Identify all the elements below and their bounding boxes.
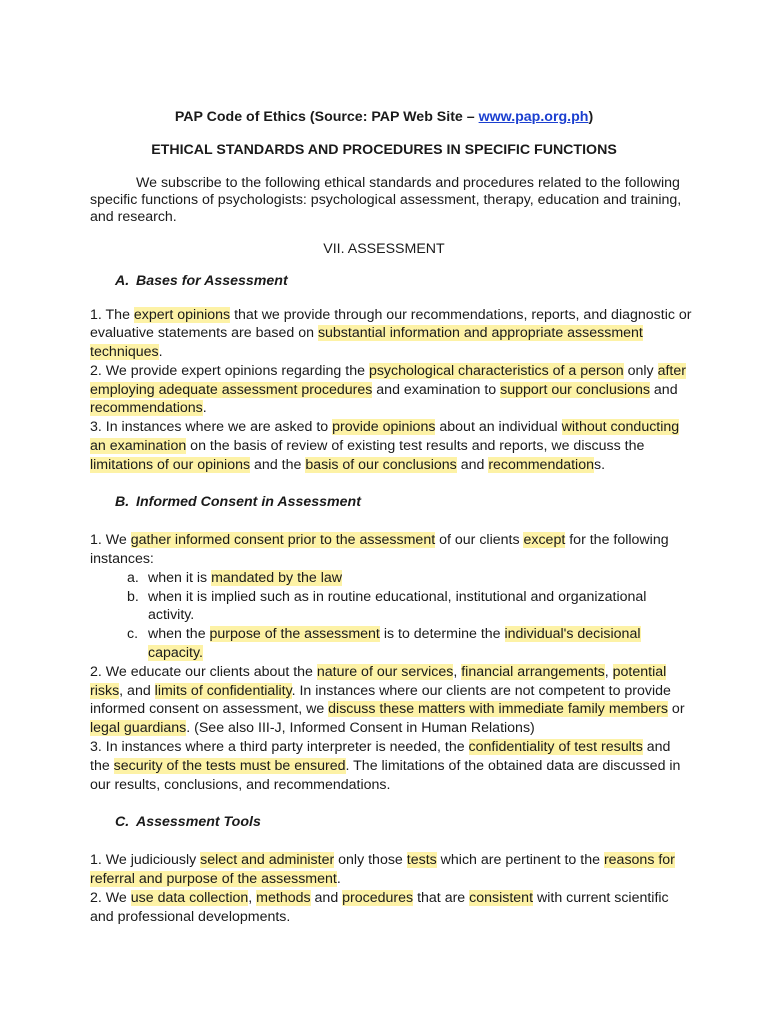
highlighted-text: capacity. — [148, 645, 203, 661]
intro-line-1: We subscribe to the following ethical standards and procedures related to the following — [136, 175, 680, 191]
text-run: on the basis of review of existing test results and reports, we discuss the — [186, 438, 645, 454]
highlighted-text: provide opinions — [332, 419, 436, 435]
highlighted-text: limitations of our opinions — [90, 457, 251, 473]
text-run: that we provide through our recommendations, reports, and diagnostic or — [230, 307, 692, 323]
text-run: , and — [119, 683, 155, 699]
highlighted-text: consistent — [469, 890, 534, 906]
highlighted-text: without conducting — [561, 419, 680, 435]
highlighted-text: tests — [406, 852, 437, 868]
secC-p1-line-2 — [90, 870, 341, 888]
highlighted-text: referral and purpose of the assessment — [90, 871, 337, 887]
highlighted-text: employing adequate assessment procedures — [90, 382, 373, 398]
secB-p3-line-2 — [90, 757, 680, 775]
secB-p3-line-1 — [90, 738, 670, 756]
text-run: , — [453, 664, 462, 680]
list-item-a-letter: a. — [127, 570, 139, 586]
section-a-letter: A. — [115, 273, 130, 289]
text-run: which are pertinent to the — [436, 852, 604, 868]
text-run: PAP Code of Ethics (Source: PAP Web Site – — [174, 109, 479, 125]
text-run: with current scientific — [533, 890, 669, 906]
highlighted-text: after — [657, 363, 686, 379]
text-run: and the — [250, 457, 306, 473]
text-run: ) — [588, 109, 594, 125]
intro-line-2: specific functions of psychologists: psychological assessment, therapy, education and training, — [90, 192, 682, 208]
text-run: . (See also III-J, Informed Consent in Human Relations) — [186, 720, 535, 736]
text-run: , — [248, 890, 257, 906]
secA-p2-line-3 — [90, 399, 207, 417]
secB-p1-line-1 — [90, 531, 669, 549]
text-run: . — [202, 400, 207, 416]
text-run: 1. We judiciously — [90, 852, 201, 868]
text-run: . — [158, 344, 163, 360]
secC-p2-line-2: and professional developments. — [90, 909, 291, 925]
list-item-c-letter: c. — [127, 626, 139, 642]
text-run: of our clients — [435, 532, 524, 548]
section-b-heading: Informed Consent in Assessment — [136, 494, 361, 510]
highlighted-text: procedures — [342, 890, 414, 906]
highlighted-text: except — [523, 532, 566, 548]
text-run: and examination to — [372, 382, 501, 398]
text-run: only those — [334, 852, 407, 868]
text-run: informed consent on assessment, we — [90, 701, 329, 717]
text-run: and — [649, 382, 678, 398]
text-run: and — [456, 457, 489, 473]
text-run: . The limitations of the obtained data are discussed in — [345, 758, 681, 774]
secC-p1-line-1 — [90, 851, 675, 869]
secA-p1-line-2 — [90, 324, 643, 342]
section-title: VII. ASSESSMENT — [323, 241, 445, 257]
secA-p3-line-2 — [90, 437, 644, 455]
highlighted-text: methods — [256, 890, 311, 906]
secB-p2-line-3 — [90, 700, 685, 718]
highlighted-text: an examination — [90, 438, 187, 454]
highlighted-text: reasons for — [603, 852, 675, 868]
secC-p2-line-1 — [90, 889, 669, 907]
text-run: 2. We — [90, 890, 131, 906]
document-title — [0, 108, 768, 126]
pap-website-link[interactable]: www.pap.org.ph — [478, 109, 589, 125]
highlighted-text: limits of confidentiality — [154, 683, 292, 699]
highlighted-text: support our conclusions — [500, 382, 650, 398]
text-run: is to determine the — [379, 626, 505, 642]
highlighted-text: nature of our services — [316, 664, 454, 680]
text-run: 1. The — [90, 307, 134, 323]
highlighted-text: purpose of the assessment — [209, 626, 380, 642]
highlighted-text: mandated by the law — [211, 570, 343, 586]
text-run: and — [310, 890, 343, 906]
highlighted-text: techniques — [90, 344, 159, 360]
text-run: 2. We provide expert opinions regarding the — [90, 363, 369, 379]
highlighted-text: expert opinions — [133, 307, 231, 323]
highlighted-text: security of the tests must be ensured — [113, 758, 346, 774]
text-run: only — [623, 363, 658, 379]
secA-p2-line-2 — [90, 381, 678, 399]
list-item-a — [148, 569, 342, 587]
secB-p1-line-2: instances: — [90, 551, 154, 567]
section-c-heading: Assessment Tools — [136, 814, 261, 830]
highlighted-text: potential — [612, 664, 667, 680]
highlighted-text: recommendation — [488, 457, 594, 473]
secB-p2-line-2 — [90, 682, 671, 700]
section-c-letter: C. — [115, 814, 130, 830]
secA-p1-line-3 — [90, 343, 163, 361]
secB-p3-line-3: our results, conclusions, and recommendations. — [90, 777, 391, 793]
highlighted-text: financial arrangements — [461, 664, 605, 680]
highlighted-text: individual's decisional — [504, 626, 641, 642]
text-run: the — [90, 758, 114, 774]
highlighted-text: recommendations — [90, 400, 203, 416]
text-run: that are — [413, 890, 470, 906]
text-run: , — [604, 664, 613, 680]
text-run: s. — [594, 457, 606, 473]
list-item-c-line-1 — [148, 625, 641, 643]
highlighted-text: substantial information and appropriate assessment — [317, 325, 643, 341]
highlighted-text: risks — [90, 683, 120, 699]
intro-line-3: and research. — [90, 209, 177, 225]
section-b-letter: B. — [115, 494, 130, 510]
text-run: when the — [148, 626, 210, 642]
section-a-heading: Bases for Assessment — [136, 273, 288, 289]
text-run: 3. In instances where we are asked to — [90, 419, 333, 435]
secA-p1-line-1 — [90, 306, 692, 324]
highlighted-text: psychological characteristics of a person — [368, 363, 624, 379]
highlighted-text: basis of our conclusions — [305, 457, 457, 473]
list-item-c-line-2 — [148, 644, 203, 662]
secA-p3-line-3 — [90, 456, 605, 474]
secA-p3-line-1 — [90, 418, 679, 436]
text-run: 1. We — [90, 532, 131, 548]
list-item-b-line-1: when it is implied such as in routine educational, institutional and organizational — [148, 589, 647, 605]
list-item-b-line-2: activity. — [148, 607, 195, 623]
text-run: . — [336, 871, 341, 887]
secA-p2-line-1 — [90, 362, 686, 380]
secB-p2-line-1 — [90, 663, 666, 681]
text-run: about an individual — [435, 419, 562, 435]
text-run: 3. In instances where a third party interpreter is needed, the — [90, 739, 469, 755]
list-item-b-letter: b. — [127, 589, 139, 605]
document-subtitle: ETHICAL STANDARDS AND PROCEDURES IN SPECIFIC FUNCTIONS — [151, 142, 617, 158]
text-run: 2. We educate our clients about the — [90, 664, 317, 680]
highlighted-text: confidentiality of test results — [468, 739, 643, 755]
highlighted-text: select and administer — [200, 852, 335, 868]
highlighted-text: gather informed consent prior to the assessment — [130, 532, 436, 548]
text-run: . In instances where our clients are not competent to provide — [291, 683, 671, 699]
highlighted-text: legal guardians — [90, 720, 187, 736]
text-run: evaluative statements are based on — [90, 325, 318, 341]
text-run: for the following — [565, 532, 669, 548]
highlighted-text: discuss these matters with immediate family members — [328, 701, 668, 717]
text-run: and — [642, 739, 671, 755]
highlighted-text: use data collection — [130, 890, 249, 906]
secB-p2-line-4 — [90, 719, 535, 737]
text-run: when it is — [148, 570, 212, 586]
text-run: or — [667, 701, 685, 717]
